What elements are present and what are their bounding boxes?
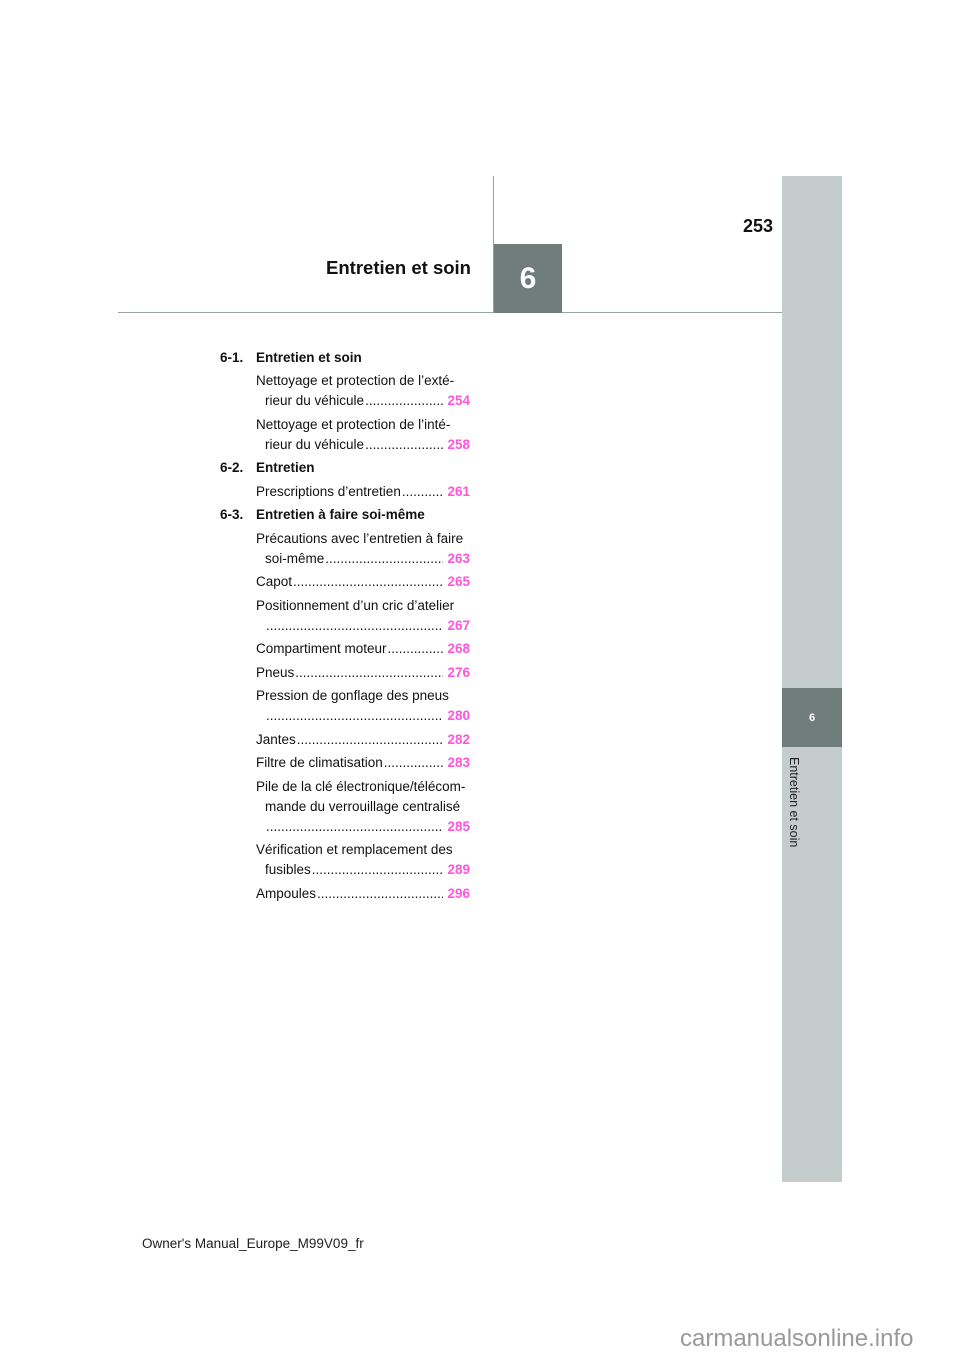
toc-entry-line [256, 730, 470, 750]
toc-entry[interactable] [256, 686, 470, 726]
toc-page-link[interactable]: 276 [447, 664, 470, 680]
section-title: Entretien [256, 460, 315, 475]
dot-leader [312, 860, 444, 880]
dot-leader [365, 435, 443, 455]
dot-leader [266, 706, 443, 726]
toc-page-link[interactable]: 267 [447, 617, 470, 633]
toc-entry-line [256, 549, 470, 569]
toc-page-link[interactable]: 282 [447, 731, 470, 747]
dot-leader [266, 817, 443, 837]
toc-entry[interactable] [256, 663, 470, 683]
toc-entry-line [256, 860, 470, 880]
section-title: Entretien à faire soi-même [256, 507, 425, 522]
dot-leader [297, 730, 444, 750]
toc-entry[interactable] [256, 415, 470, 455]
toc-entry-text: Vérification et remplacement des [256, 842, 453, 857]
toc-entry-text: Positionnement d’un cric d’atelier [256, 597, 455, 613]
dot-leader [266, 616, 443, 636]
toc-entry-line [256, 616, 470, 636]
toc-page-link[interactable]: 258 [447, 436, 470, 452]
toc-entry-line [256, 706, 470, 726]
chapter-title: Entretien et soin [326, 257, 471, 278]
toc-entry[interactable] [256, 753, 470, 773]
toc-entry-line [256, 415, 470, 435]
toc-entry-text: Compartiment moteur [256, 641, 387, 656]
toc-page-link[interactable]: 296 [447, 885, 470, 901]
section-number: 6-3. [220, 507, 244, 522]
watermark[interactable]: carmanualsonline.info [680, 1325, 914, 1352]
toc-entry-text: rieur du véhicule [265, 393, 365, 408]
toc-entry-line [256, 663, 470, 683]
toc-section-heading[interactable] [220, 458, 470, 478]
toc-page-link[interactable]: 285 [447, 818, 470, 834]
toc-page-link[interactable]: 280 [447, 708, 470, 723]
table-of-contents [220, 344, 470, 904]
toc-entry-text: soi-même [265, 550, 325, 566]
toc-entry-text: Nettoyage et protection de l’inté- [256, 416, 451, 432]
toc-entry[interactable] [256, 596, 470, 636]
header-divider-horizontal [118, 312, 782, 313]
toc-entry-line [256, 596, 470, 616]
section-number: 6-2. [220, 460, 244, 475]
toc-entry-text: Pile de la clé électronique/télécom- [256, 778, 466, 794]
dot-leader [293, 572, 443, 592]
toc-section-heading[interactable] [220, 505, 470, 525]
footer-text: Owner's Manual_Europe_M99V09_fr [142, 1236, 364, 1251]
toc-entry-text: rieur du véhicule [265, 436, 365, 452]
toc-entry-text: mande du verrouillage centralisé [265, 798, 461, 814]
toc-entry-line [256, 777, 470, 797]
toc-entry-line [256, 817, 470, 837]
dot-leader [388, 639, 444, 659]
toc-entry[interactable] [256, 529, 470, 569]
toc-page-link[interactable]: 261 [447, 483, 470, 499]
toc-entry-line [256, 482, 470, 502]
dot-leader [295, 663, 443, 683]
chapter-number-box [494, 244, 562, 313]
toc-entry-text: Pneus [256, 664, 295, 680]
toc-entry-text: Prescriptions d’entretien [256, 483, 401, 499]
toc-entry-text: Nettoyage et protection de l’exté- [256, 373, 455, 388]
toc-entry-line [256, 639, 470, 659]
side-chapter-tab[interactable] [782, 688, 842, 747]
dot-leader [402, 482, 444, 502]
toc-entry-line [256, 753, 470, 773]
toc-entry[interactable] [256, 730, 470, 750]
toc-entry-text: Capot [256, 574, 293, 589]
toc-entry-line [256, 435, 470, 455]
toc-entry[interactable] [256, 884, 470, 904]
side-bar [782, 176, 842, 1182]
toc-entry-line [256, 572, 470, 592]
section-title: Entretien et soin [256, 349, 362, 365]
toc-entry[interactable] [256, 371, 470, 411]
dot-leader [384, 753, 444, 773]
side-tab-number: 6 [808, 711, 816, 724]
page-number: 253 [742, 216, 773, 236]
dot-leader [317, 884, 443, 904]
toc-page-link[interactable]: 268 [447, 641, 470, 656]
dot-leader [325, 549, 443, 569]
toc-page-link[interactable]: 289 [447, 862, 470, 877]
toc-page-link[interactable]: 263 [447, 550, 470, 566]
toc-entry-text: Précautions avec l’entretien à faire [256, 530, 464, 546]
toc-entry-text: Jantes [256, 731, 296, 747]
toc-entry-line [256, 686, 470, 706]
toc-entry-text: Pression de gonflage des pneus [256, 688, 449, 703]
toc-entry[interactable] [256, 572, 470, 592]
toc-entry[interactable] [256, 840, 470, 880]
section-number: 6-1. [220, 349, 244, 365]
toc-entry-text: Filtre de climatisation [256, 755, 383, 770]
toc-entry-text: Ampoules [256, 885, 317, 901]
toc-entry[interactable] [256, 482, 470, 502]
dot-leader [365, 391, 443, 411]
toc-entry-line [256, 391, 470, 411]
toc-page-link[interactable]: 254 [447, 393, 470, 408]
toc-page-link[interactable]: 283 [447, 755, 470, 770]
side-tab-label: Entretien et soin [787, 757, 801, 848]
toc-entry-text: fusibles [265, 862, 311, 877]
toc-entry-line [256, 797, 470, 817]
chapter-number: 6 [519, 261, 537, 295]
toc-entry-line [256, 840, 470, 860]
toc-entry-line [256, 529, 470, 549]
toc-entry[interactable] [256, 777, 470, 837]
toc-entry-line [256, 371, 470, 391]
toc-page-link[interactable]: 265 [447, 574, 470, 589]
toc-entry[interactable] [256, 639, 470, 659]
toc-section-heading[interactable] [220, 348, 470, 368]
toc-entry-line [256, 884, 470, 904]
